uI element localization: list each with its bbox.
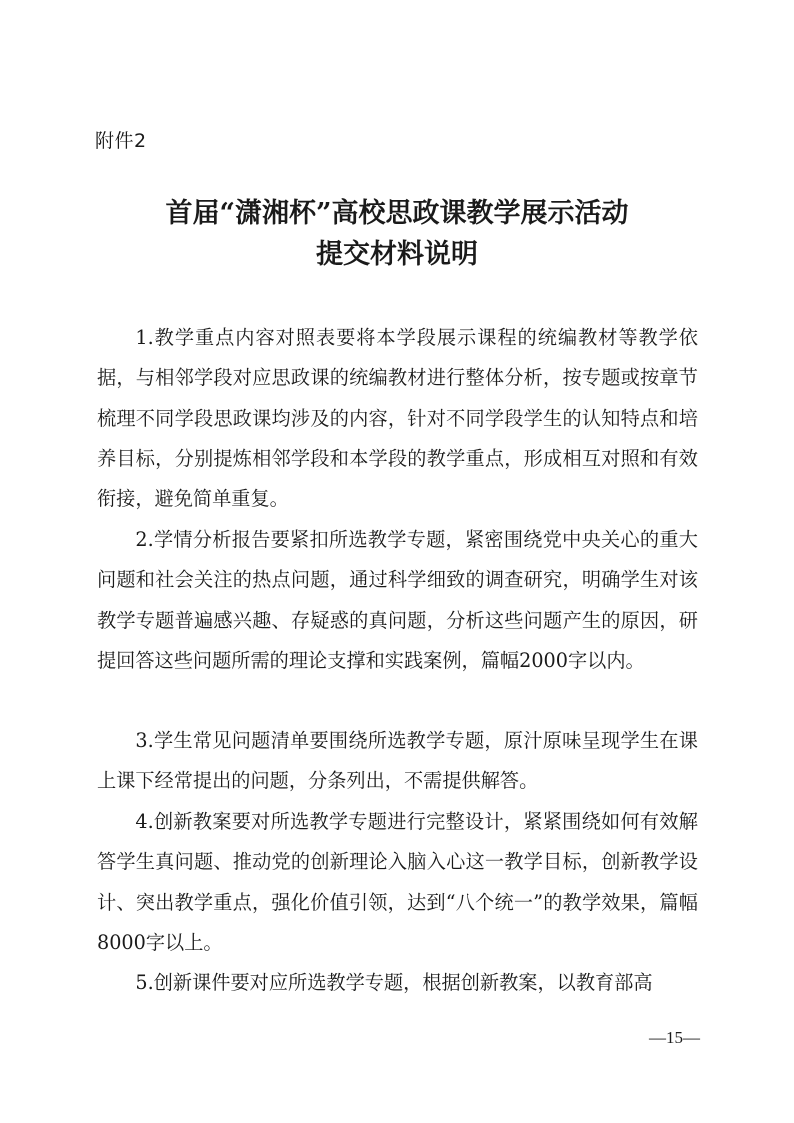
page-number: —15— bbox=[649, 1028, 700, 1047]
document-title-line-1: 首届“潇湘杯”高校思政课教学展示活动 bbox=[165, 198, 629, 229]
attachment-label: 附件2 bbox=[95, 130, 147, 152]
document-title-line-2: 提交材料说明 bbox=[316, 239, 478, 270]
paragraph-5: 5.创新课件要对应所选教学专题，根据创新教案，以教育部高 bbox=[135, 971, 653, 994]
paragraph-2: 2.学情分析报告要紧扣所选教学专题，紧密围绕党中央关心的重大问题和社会关注的热点问题，通过科学细致的调查研究，明确学生对该教学专题普遍感兴趣、存疑惑的真问题，分析这些问题产生的原因，研提回答这些问题所需的理论支撑和实践案例，篇幅2000字以内。 bbox=[97, 528, 698, 672]
paragraph-4: 4.创新教案要对所选教学专题进行完整设计，紧紧围绕如何有效解答学生真问题、推动党的创新理论入脑入心这一教学目标，创新教学设计、突出教学重点，强化价值引领，达到“八个统一”的教学效果，篇幅8000字以上。 bbox=[97, 810, 698, 954]
paragraph-1: 1.教学重点内容对照表要将本学段展示课程的统编教材等教学依据，与相邻学段对应思政课的统编教材进行整体分析，按专题或按章节梳理不同学段思政课均涉及的内容，针对不同学段学生的认知特点和培养目标，分别提炼相邻学段和本学段的教学重点，形成相互对照和有效衔接，避免简单重复。 bbox=[97, 326, 698, 511]
paragraph-3: 3.学生常见问题清单要围绕所选教学专题，原汁原味呈现学生在课上课下经常提出的问题，分条列出，不需提供解答。 bbox=[97, 729, 698, 793]
